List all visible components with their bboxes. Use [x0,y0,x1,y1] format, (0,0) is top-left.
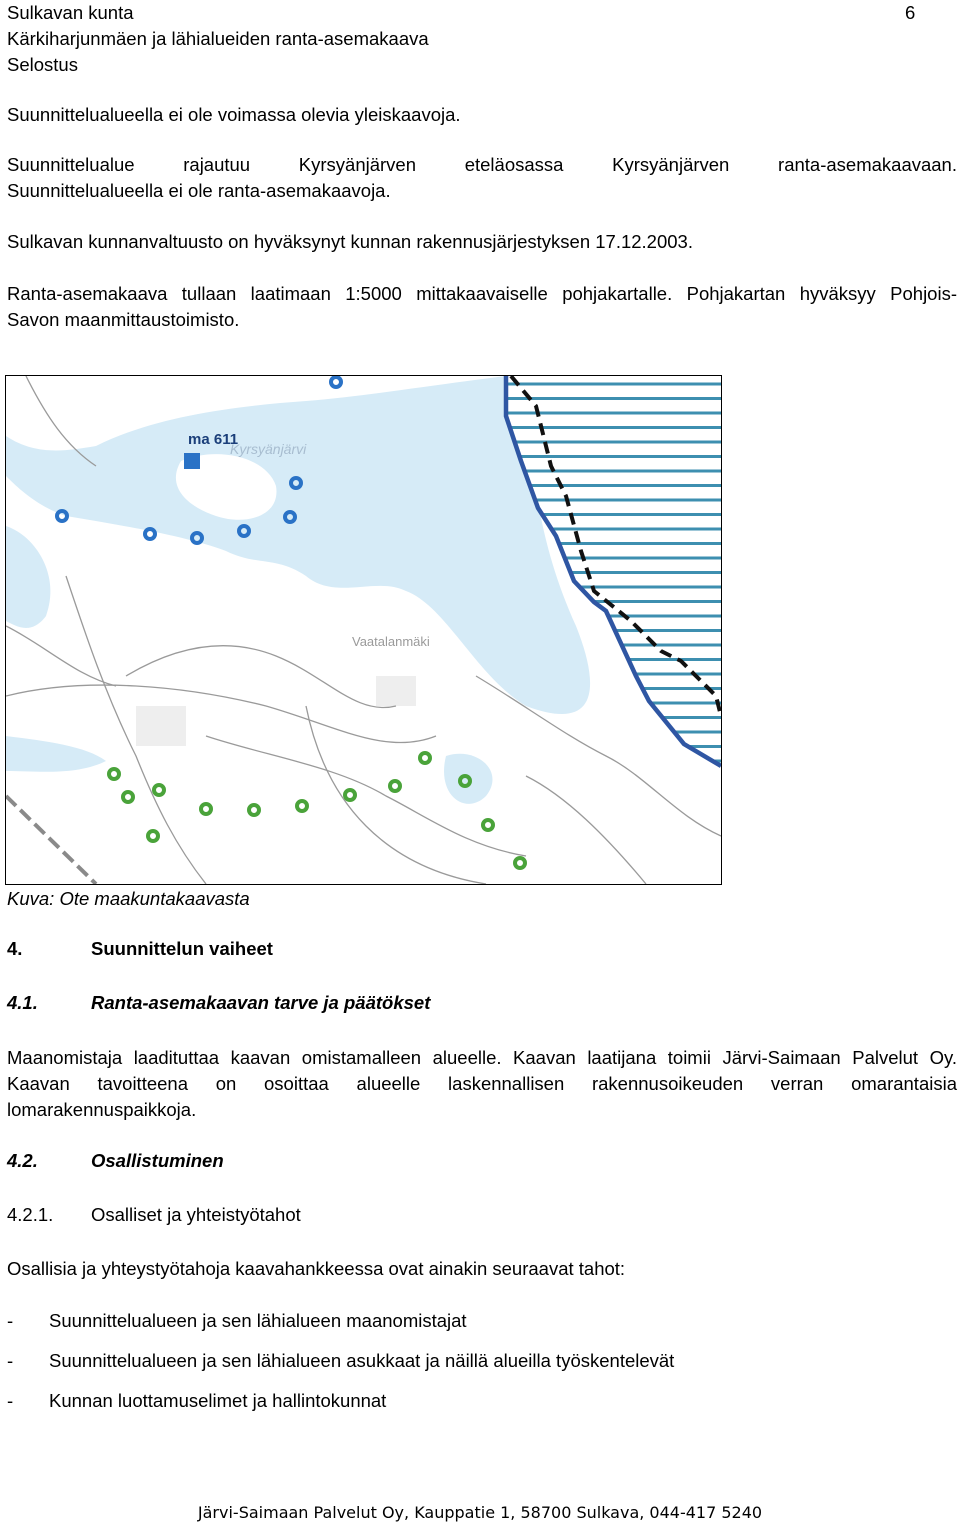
green-circle-marker [201,804,211,814]
heading-number: 4.2. [7,1150,38,1171]
south-pond [6,736,106,772]
paragraph-building-code: Sulkavan kunnanvaltuusto on hyväksynyt kunnan rakennusjärjestyksen 17.12.2003. [7,231,693,252]
page-number: 6 [905,2,916,23]
green-circle-marker [148,831,158,841]
header-section: Selostus [7,54,78,75]
paragraph-basemap-line2: Savon maanmittaustoimisto. [7,309,240,330]
map-label-hill: Vaatalanmäki [352,634,430,649]
list-dash: - [7,1310,14,1331]
map-graphic [6,376,721,884]
heading-number: 4.1. [7,992,38,1013]
green-circle-marker [515,858,525,868]
list-item [7,1348,957,1374]
map-label-lake: Kyrsyänjärvi [230,441,307,457]
green-circle-marker [483,820,493,830]
heading-title: Suunnittelun vaiheet [91,938,273,959]
heading-section-4-2-1 [7,1202,957,1228]
green-circle-marker [123,792,133,802]
heading-section-4-2 [7,1148,957,1174]
heading-title: Osalliset ja yhteistyötahot [91,1204,301,1225]
heading-title: Ranta-asemakaavan tarve ja päätökset [91,992,431,1013]
green-circle-marker [109,769,119,779]
field-area [376,676,416,706]
section-4-1-body-line1: Maanomistaja laadituttaa kaavan omistamalleen alueelle. Kaavan laatijana toimii Järvi-Saimaan Palvelut Oy. [7,1047,957,1068]
blue-circle-marker [145,529,155,539]
list-dash: - [7,1350,14,1371]
paragraph-boundary-line1: Suunnittelualue rajautuu Kyrsyänjärven eteläosassa Kyrsyänjärven ranta-asemakaavaan. [7,154,957,175]
list-item [7,1388,957,1414]
railway [6,796,96,884]
green-circle-marker [420,753,430,763]
paragraph-basemap-line1: Ranta-asemakaava tullaan laatimaan 1:5000 mittakaavaiselle pohjakartalle. Pohjakartan hyväksyy Pohjois- [7,283,957,304]
green-circle-marker [154,785,164,795]
map-label-ma: ma 611 [188,431,239,448]
section-4-1-body-line3: lomarakennuspaikkoja. [7,1099,197,1120]
west-bay-water [6,526,50,628]
green-circle-marker [297,801,307,811]
heading-title: Osallistuminen [91,1150,224,1171]
paragraph-boundary-line2: Suunnittelualueella ei ole ranta-asemakaavoja. [7,180,391,201]
section-4-1-body-line2: Kaavan tavoitteena on osoittaa alueelle laskennallisen rakennusoikeuden verran omarantaisia [7,1073,957,1094]
blue-circle-marker [57,511,67,521]
heading-section-4 [7,936,957,962]
heading-number: 4. [7,938,23,959]
green-circle-marker [345,790,355,800]
green-circle-marker [249,805,259,815]
list-dash: - [7,1390,14,1411]
green-circle-marker [390,781,400,791]
list-item-text: Suunnittelualueen ja sen lähialueen maanomistajat [49,1310,467,1331]
header-plan-title: Kärkiharjunmäen ja lähialueiden ranta-asemakaava [7,28,429,49]
lake-water [6,376,590,714]
blue-circle-marker [331,377,341,387]
paragraph-general-plan: Suunnittelualueella ei ole voimassa olevia yleiskaavoja. [7,104,461,125]
map-caption: Kuva: Ote maakuntakaavasta [7,888,250,909]
regional-plan-map [5,375,722,885]
ma-site-marker [184,453,200,469]
list-item-text: Kunnan luottamuselimet ja hallintokunnat [49,1390,387,1411]
stakeholders-intro: Osallisia ja yhteystyötahoja kaavahankkeessa ovat ainakin seuraavat tahot: [7,1258,626,1279]
header-municipality: Sulkavan kunta [7,2,134,23]
field-area-2 [136,706,186,746]
list-item [7,1308,957,1334]
heading-number: 4.2.1. [7,1204,54,1225]
heading-section-4-1 [7,990,957,1016]
page-footer: Järvi-Saimaan Palvelut Oy, Kauppatie 1, 58700 Sulkava, 044-417 5240 [197,1503,763,1522]
list-item-text: Suunnittelualueen ja sen lähialueen asukkaat ja näillä alueilla työskentelevät [49,1350,675,1371]
